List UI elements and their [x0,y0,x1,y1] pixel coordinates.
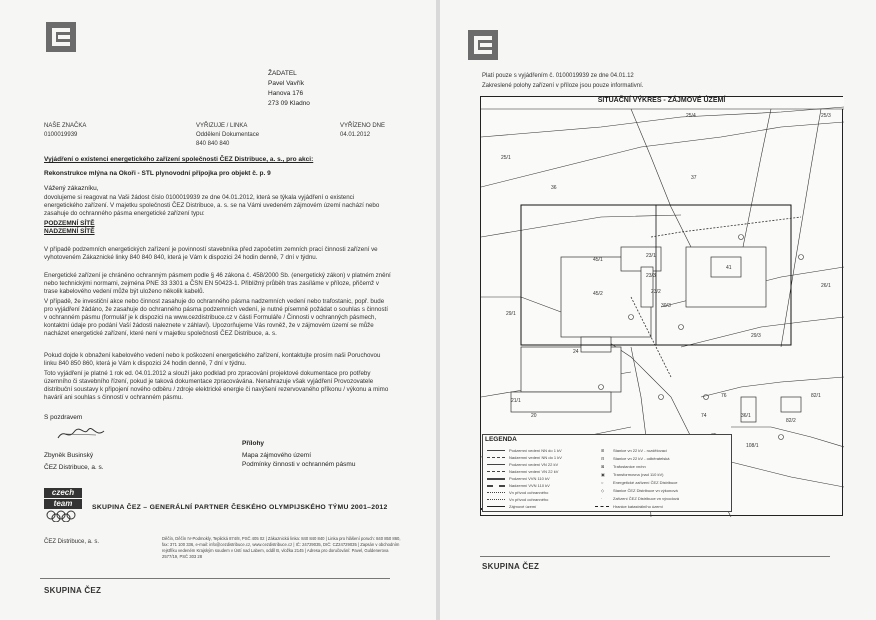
paragraph-6: Toto vyjádření je platné 1 rok ed. 04.01.2012 a slouží jako podklad pro zpracování projektové dokumentace pro potřeby územního či stavebního řízení, pokud je taková dokumentace zpracovávána. Nenahrazuje však vyjádření Provozovatele distribuční soustavy k připojení nového odběru / zdroje elektrické energie či navýšení rezervovaného příkonu / výkonu a mimo havárií ani souhlas s činností v ochranném pásmu. [44,370,389,401]
legend-item: Transformovna (nad 110 kV) [613,472,664,477]
letter-page [0,0,436,620]
svg-text:25/4: 25/4 [686,113,696,119]
signer-name: Zbyněk Businský [44,452,94,459]
transformer-icon: ⊠ [601,464,605,469]
company-short: ČEZ Distribuce, a. s. [44,539,100,545]
svg-text:41: 41 [726,265,732,271]
applicant-label: ŽADATEL [268,70,297,77]
legend-item: Podzemní vedení NN do 1 kV [509,448,562,453]
signer-company: ČEZ Distribuce, a. s. [44,464,104,471]
svg-text:36: 36 [551,185,557,191]
substation-icon: ⊞ [601,448,605,453]
svg-text:29/3: 29/3 [751,333,761,339]
footer-label: SKUPINA ČEZ [44,586,102,595]
partner-text: SKUPINA ČEZ – GENERÁLNÍ PARTNER ČESKÉHO OLYMPIJSKÉHO TÝMU 2001–2012 [92,504,388,511]
legend-item: Vn přívod ochranného [509,490,549,495]
svg-text:36/1: 36/1 [741,413,751,419]
handler-phone: 840 840 840 [196,141,230,147]
svg-text:26/1: 26/1 [821,283,831,289]
applicant-name: Pavel Vavřík [268,80,305,87]
svg-text:25/3: 25/3 [821,113,831,119]
map-title: SITUAČNÍ VÝKRES - ZÁJMOVÉ ÚZEMÍ [597,97,726,104]
svg-text:24: 24 [573,349,579,355]
svg-text:37: 37 [691,175,697,181]
note-line: Zakreslené polohy zařízení v příloze jsou pouze informativní. [482,83,644,89]
footer-divider [480,556,830,557]
svg-text:23/1: 23/1 [646,253,656,259]
station-icon: ◇ [601,488,605,493]
footer-divider [40,578,390,579]
date-label: VYŘÍZENO DNE [340,123,386,129]
legend-title: LEGENDA [485,436,517,443]
legend-item: Nadzemní VVN 110 kV [509,483,550,488]
cez-logo-icon [468,30,498,60]
svg-text:82/2: 82/2 [786,418,796,424]
validity-line: Platí pouze s vyjádřením č. 0100019939 ze dne 04.01.12 [482,73,634,79]
legend-item: Stanice ČEZ Distribuce vn výkonová [613,488,678,493]
czech-team-logo: czech team [44,488,84,526]
network-type-1: PODZEMNÍ SÍTĚ [44,220,95,227]
attachment-1: Mapa zájmového území [242,452,312,459]
transformer-icon: ▣ [601,472,605,477]
legend-item: Zařízení ČEZ Distribuce vn vývodová [613,496,680,501]
signature-icon [56,426,106,442]
paragraph-1: dovolujeme si reagovat na Vaši žádost číslo 0100019939 ze dne 04.01.2012, která se týkala vyjádření o existenci energetického zařízení. V majetku společnosti ČEZ Distribuce, a. s. se na Vámi uvedeném zájmovém území nachází nebo zasahuje do ochranného pásma energetické zařízení typu: [44,194,380,217]
svg-text:23/2: 23/2 [651,289,661,295]
legend-item: Hranice katastrálního území [613,504,663,509]
substation-icon: ⊟ [601,456,605,461]
legend-item: Stanice vn 22 kV - odběratelská [613,456,670,461]
subject-line: Vyjádření o existenci energetického zařízení společnosti ČEZ Distribuce, a. s., pro akci: [44,156,314,163]
legend-item: Vn přívod ochranného [509,497,549,502]
paragraph-2: V případě podzemních energetických zařízení je povinností stavebníka před započetím zemních prací činnosti zařízení ve vyhotoveném Zákaznické linky 840 840 840, která je Vám k dispozici 24 hodin denně, 7 dní v týdnu. [44,246,378,261]
paragraph-5: Pokud dojde k obnažení kabelového vedení nebo k poškození energetického zařízení, kontaktujte prosím naši Poruchovou linku 840 850 860, která je Vám k dispozici 24 hodin denně, 7 dní v týdnu. [44,352,381,367]
attachments-label: Přílohy [242,440,265,447]
footer-label: SKUPINA ČEZ [482,562,540,571]
applicant-street: Hanova 176 [268,90,304,97]
date-value: 04.01.2012 [340,132,371,138]
greeting: Vážený zákazníku, [44,185,99,192]
svg-text:25/1: 25/1 [501,155,511,161]
paragraph-3: Energetické zařízení je chráněno ochranným pásmem podle § 46 zákona č. 458/2000 Sb. (energetický zákon) v platném znění nebo technickými normami, zejména PNE 33 3301 a ČSN EN 50423-1. Přibližný průběh tras zasíláme v příloze, přičemž v trase kabelového vedení může být uloženo několik kabelů. [44,272,391,295]
svg-text:29/1: 29/1 [506,311,516,317]
legend-item: Trafostanice vn/nn [613,464,646,469]
attachment-2: Podmínky činnosti v ochranném pásmu [242,461,356,468]
svg-text:30/3: 30/3 [661,303,671,309]
map-page [440,0,876,620]
equipment-icon: ○ [601,480,604,485]
handler-department: Oddělení Dokumentace [196,132,260,138]
svg-text:45/1: 45/1 [593,257,603,263]
handler-label: VYŘIZUJE / LINKA [196,123,248,129]
closing: S pozdravem [44,414,83,421]
svg-text:76: 76 [721,393,727,399]
legend-item: Stanice vn 22 kV - rozdělovací [613,448,668,453]
svg-text:74: 74 [701,413,707,419]
svg-text:21/1: 21/1 [511,398,521,404]
svg-text:82/1: 82/1 [811,393,821,399]
network-type-2: NADZEMNÍ SÍTĚ [44,228,95,235]
cez-logo-icon [46,22,76,52]
svg-text:45/2: 45/2 [593,291,603,297]
svg-text:20: 20 [531,413,537,419]
svg-text:108/1: 108/1 [746,443,759,449]
project-line: Rekonstrukce mlýna na Okoři - STL plynovodní přípojka pro objekt č. p. 9 [44,170,271,177]
olympic-rings-icon [44,510,82,522]
legend-item: Zájmové území [509,504,537,509]
paragraph-4: V případě, že investiční akce nebo činnost zasahuje do ochranného pásma nadzemních vedení nebo trafostanic, popř. bude pro vyjádření žádáno, že zasahuje do ochranného pásma podzemních vedení, je nutné písemně požádat o souhlas s činností v ochranném pásmu (formulář je k dispozici na www.cezdistribuce.cz v části Formuláře / Činnosti v ochranných pásmech, kontaktní údaje pro podání Vaší žádosti naleznete v záhlaví). Upozorňujeme Vás rovněž, že v zájmovém území se může nacházet energetické zařízení, které není v majetku společnosti ČEZ Distribuce, a. s. [44,298,388,337]
reference-label: NAŠE ZNAČKA [44,123,87,129]
outlet-icon: · [601,496,603,501]
legend-item: Energetické zařízení ČEZ Distribuce [613,480,678,485]
map-legend [482,434,732,512]
reference-value: 0100019939 [44,132,78,138]
address-block: Děčín, Děčín IV-Podmokly, Teplická 874/8, PSČ 405 02 | Zákaznická linka: 840 840 840 | Linka pro hlášení poruch: 840 850 860, fax: 371 100 336, e-mail: info@cezdistribuce.cz, www.cezdistribuce.cz | IČ: 24729035, DIČ: CZ24729035 | Zapsán v obchodním rejstříku vedeném Krajským soudem v Ústí nad Labem, oddíl B, vložka 2145 | Adresa pro doručování: Pavel, Guldenerova 2577/19, PSČ 303 28 [162,536,401,559]
legend-item: Nadzemní vedení NN do 1 kV [509,455,562,460]
legend-item: Podzemní vedení VN 22 kV [509,462,559,467]
legend-item: Podzemní VVN 110 kV [509,476,550,481]
applicant-city: 273 09 Kladno [268,100,310,107]
legend-item: Nadzemní vedení VN 22 kV [509,469,559,474]
svg-text:23/3: 23/3 [646,273,656,279]
